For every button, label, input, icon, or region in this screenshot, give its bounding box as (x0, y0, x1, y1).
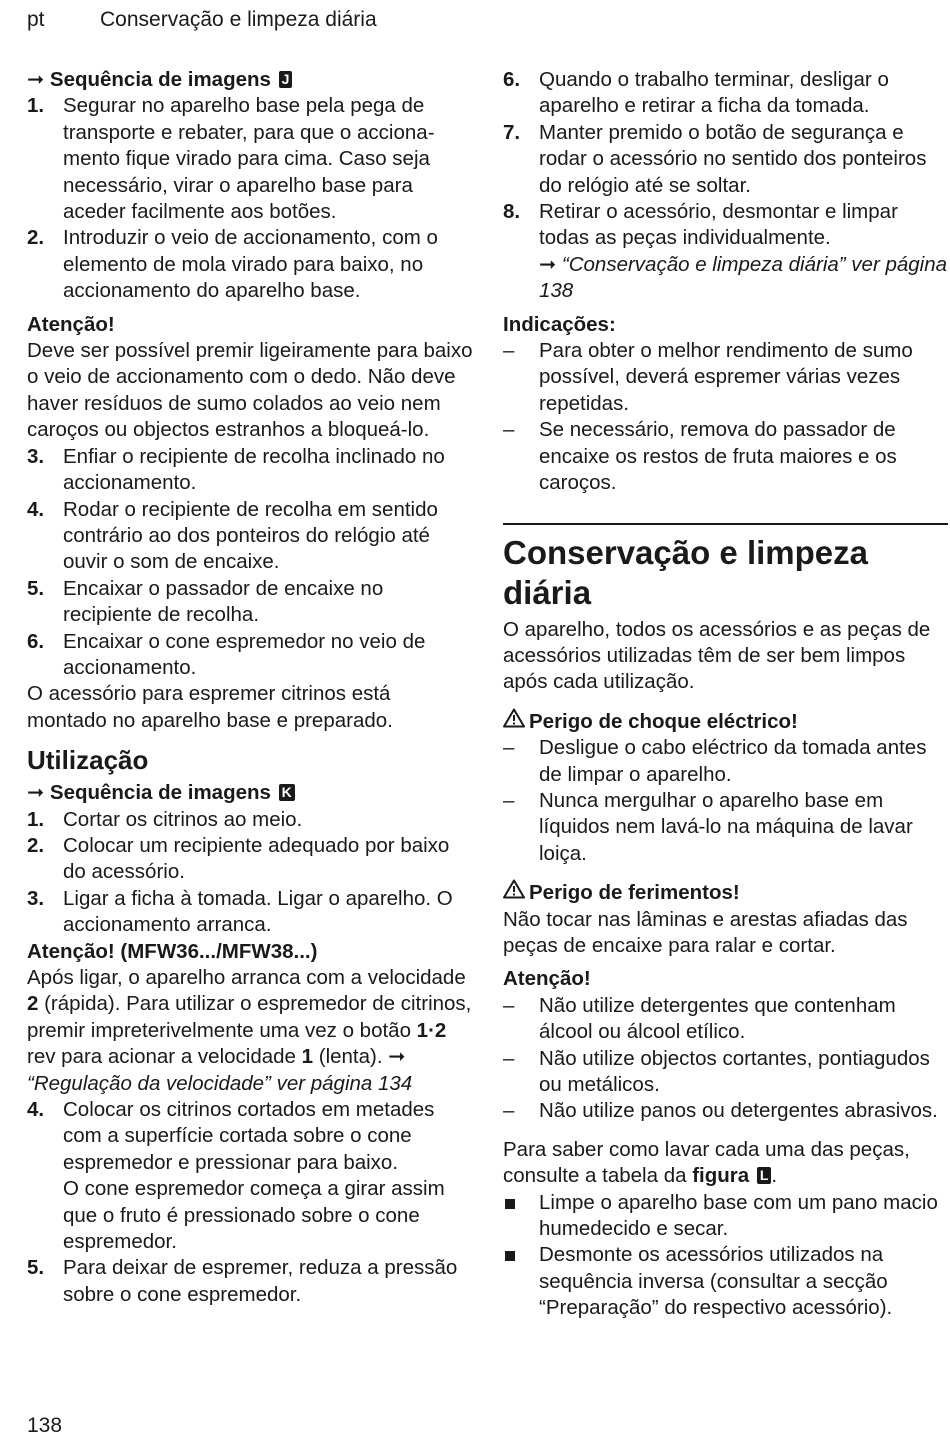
language-code: pt (27, 8, 45, 31)
attention-speed-text: Após ligar, o aparelho arranca com a velocidade 2 (rápida). Para utilizar o espremedor de citrinos, premir impreterivelmente uma vez o botão 1·2 rev para acionar a velocidade 1 (lenta). ➞ “Regulação da velocidade” ver página 134 (27, 966, 472, 1095)
list-item: – Não utilize panos ou detergentes abrasivos. (503, 1099, 938, 1123)
list-item: – Não utilize detergentes que contenham álcool ou álcool etílico. (503, 993, 896, 1044)
header-title: Conservação e limpeza diária (100, 8, 377, 31)
page-number: 138 (27, 1414, 63, 1437)
warning-electric-shock: Perigo de choque eléctrico! (503, 708, 948, 735)
warning-triangle-icon (503, 708, 529, 735)
right-column (503, 67, 948, 1322)
ready-text: O acessório para espremer citrinos está montado no aparelho base e preparado. (27, 682, 393, 732)
list-item: Limpe o aparelho base com um pano macio humedecido e secar. (503, 1190, 948, 1243)
step-item: 1. Cortar os citrinos ao meio. (27, 807, 303, 831)
step-item: 3. Ligar a ficha à tomada. Ligar o aparelho. O accionamento arranca. (27, 886, 453, 937)
square-bullet-icon (505, 1251, 515, 1261)
step-item: 4. Colocar os citrinos cortados em metades com a superfície cortada sobre o cone espremedor e pressionar para baixo. O cone espremedor começa a girar assim que o fruto é pressionado sobre o cone espremedor. (27, 1098, 445, 1254)
cross-reference: “Conservação e limpeza diária” ver página 138 (539, 252, 948, 303)
section-divider (503, 523, 948, 525)
section-heading-conservacao: Conservação e limpeza diária (503, 533, 868, 611)
figure-letter-badge: J (279, 71, 293, 88)
step-item: 1. Segurar no aparelho base pela pega de transporte e rebater, para que o accionamento fique virado para cima. Caso seja necessário, virar o aparelho base para aceder facilmente aos botões. (27, 94, 435, 224)
arrow-right-icon: ➞ (27, 781, 45, 805)
list-item: Desmonte os acessórios utilizados na sequência inversa (consultar a secção “Preparação” do respectivo acessório). (503, 1242, 948, 1321)
list-item: – Não utilize objectos cortantes, pontiagudos ou metálicos. (503, 1046, 930, 1096)
cross-reference: “Regulação da velocidade” ver página 134 (27, 1071, 413, 1095)
image-sequence-j: ➞ Sequência de imagens J (27, 67, 475, 93)
list-item: – Para obter o melhor rendimento de sumo possível, deverá espremer várias vezes repetidas. (503, 339, 913, 415)
image-sequence-k: ➞ Sequência de imagens K (27, 780, 475, 806)
step-item: 6. Encaixar o cone espremedor no veio de accionamento. (27, 629, 426, 679)
list-item: – Nunca mergulhar o aparelho base em líquidos nem lavá-lo na máquina de lavar loiça. (503, 788, 913, 865)
list-item: – Se necessário, remova do passador de encaixe os restos de fruta maiores e os caroços. (503, 418, 897, 495)
attention-label: Atenção! (503, 967, 591, 991)
intro-text: O aparelho, todos os acessórios e as peças de acessórios utilizadas têm de ser bem limpos após cada utilização. (503, 617, 931, 694)
arrow-right-icon: ➞ (27, 68, 45, 91)
arrow-right-icon: ➞ (539, 252, 557, 276)
page-header (27, 6, 377, 34)
figure-letter-badge: L (757, 1167, 772, 1184)
arrow-right-icon: ➞ (388, 1045, 406, 1069)
square-bullet-icon (505, 1199, 515, 1209)
attention-text: Deve ser possível premir ligeiramente para baixo o veio de accionamento com o dedo. Não deve haver resíduos de sumo colados ao veio nem caroços ou objectos estranhos a bloqueá-lo. (27, 339, 473, 442)
list-item: – Desligue o cabo eléctrico da tomada antes de limpar o aparelho. (503, 736, 927, 786)
notes-label: Indicações: (503, 312, 616, 336)
step-item: 6. Quando o trabalho terminar, desligar o aparelho e retirar a ficha da tomada. (503, 68, 889, 118)
figure-letter-badge: K (279, 784, 295, 801)
warning-triangle-icon (503, 879, 529, 906)
table-reference-text: Para saber como lavar cada uma das peças, consulte a tabela da figura L . (503, 1137, 910, 1188)
step-item: 2. Introduzir o veio de accionamento, com o elemento de mola virado para baixo, no accionamento do aparelho base. (27, 226, 438, 303)
step-item: 4. Rodar o recipiente de recolha em sentido contrário ao dos ponteiros do relógio até ouvir o som de encaixe. (27, 497, 438, 574)
step-item: 8. Retirar o acessório, desmontar e limpar todas as peças individualmente. ➞ “Conservação e limpeza diária” ver página 138 (503, 200, 948, 303)
step-item: 5. Para deixar de espremer, reduza a pressão sobre o cone espremedor. (27, 1256, 458, 1306)
injury-text: Não tocar nas lâminas e arestas afiadas das peças de encaixe para ralar e cortar. (503, 907, 908, 957)
speed-button-label: 1·2 (416, 1018, 447, 1042)
left-column (27, 67, 475, 1308)
attention-label: Atenção! (27, 312, 115, 336)
step-item: 2. Colocar um recipiente adequado por baixo do acessório. (27, 833, 450, 884)
step-item: 5. Encaixar o passador de encaixe no recipiente de recolha. (27, 576, 384, 627)
attention-label-models: Atenção! (MFW36.../MFW38...) (27, 939, 318, 963)
step-item: 7. Manter premido o botão de segurança e rodar o acessório no sentido dos ponteiros do relógio até se soltar. (503, 120, 927, 197)
step-item: 3. Enfiar o recipiente de recolha inclinado no accionamento. (27, 444, 445, 495)
section-heading-utilizacao: Utilização (27, 745, 149, 776)
warning-injury: Perigo de ferimentos! (503, 879, 948, 906)
